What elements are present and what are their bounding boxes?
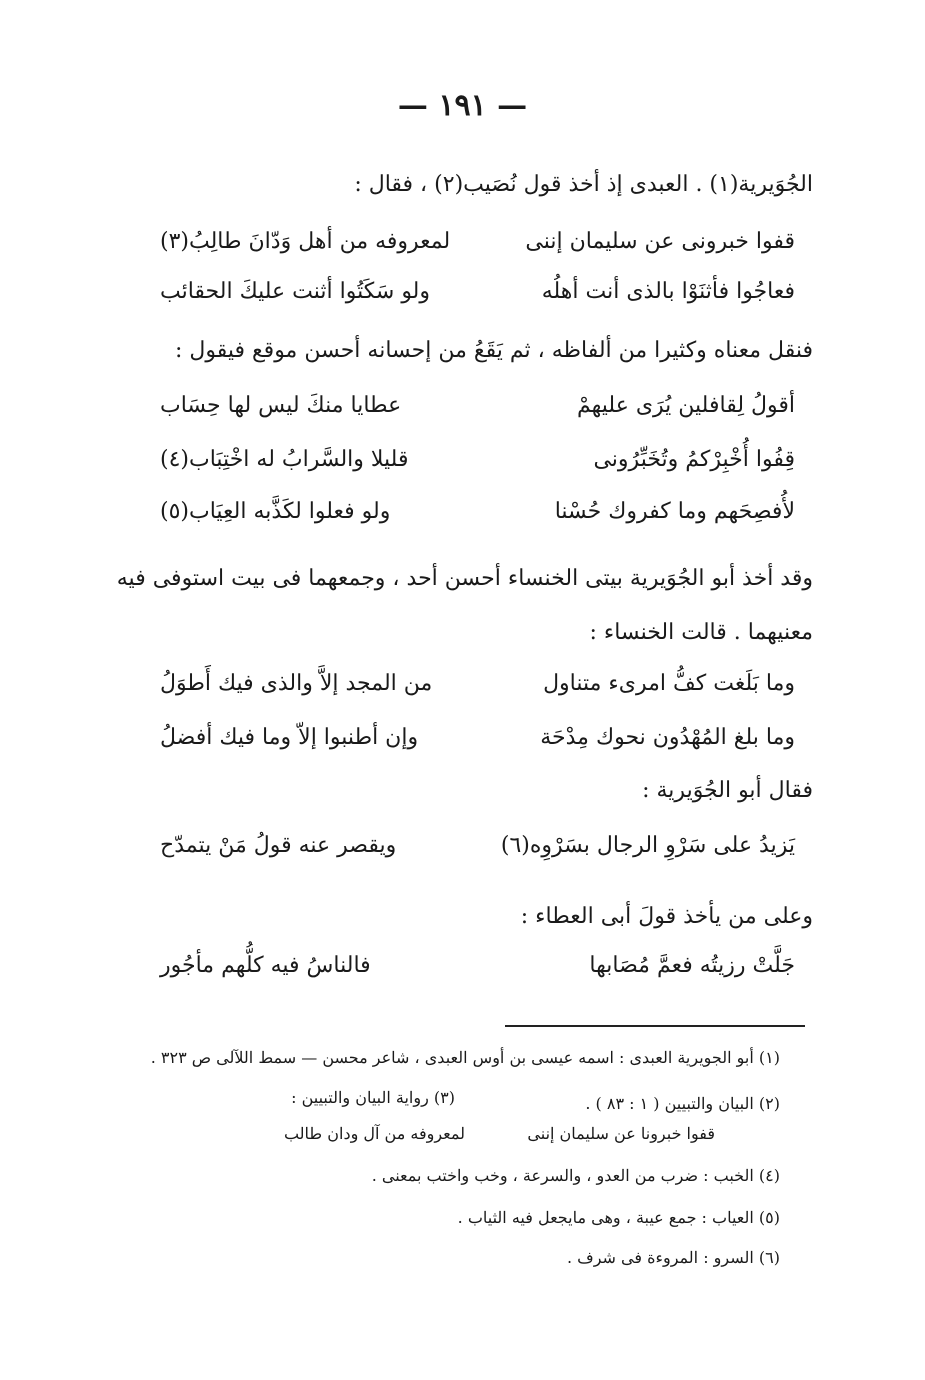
footnote: (٢) البيان والتبيين ( ١ : ٨٣ ) . [585, 1094, 780, 1113]
verse-second-hemistich: لمعروفه من أهل وَدّانَ طالِبُ(٣) [160, 229, 451, 254]
verse-line [160, 718, 795, 758]
paragraph: معنيهما . قالت الخنساء : [589, 620, 813, 645]
verse-first-hemistich: فعاجُوا فأثنَوْا بالذى أنت أهلُه [541, 279, 795, 304]
footnote-separator [505, 1025, 805, 1027]
verse-line [160, 440, 795, 480]
verse-line [160, 222, 795, 262]
paragraph: فنقل معناه وكثيرا من ألفاظه ، ثم يَقَعُ من إحسانه أحسن موقع فيقول : [174, 338, 813, 363]
verse-first-hemistich: قِفُوا أُخْبِرْكمُ وتُخَبِّرُونى [593, 447, 795, 472]
verse-line [160, 664, 795, 704]
paragraph: وقد أخذ أبو الجُوَيرية بيتى الخنساء أحسن أحد ، وجمعهما فى بيت استوفى فيه [116, 566, 813, 591]
verse-second-hemistich: وإن أطنبوا إلاّ وما فيك أفضلُ [160, 725, 419, 750]
verse-first-hemistich: جَلَّتْ رزيتُه فعمَّ مُصَابها [589, 953, 795, 978]
footnote: (٦) السرو : المروءة فى شرف . [566, 1248, 780, 1267]
verse-second-hemistich: من المجد إلاَّ والذى فيك أَطوَلُ [160, 671, 433, 696]
verse-first-hemistich: وما بَلَغت كفُّ امرىء متناول [543, 671, 795, 696]
footnote-verse-first: قفوا خبرونا عن سليمان إننى [527, 1124, 715, 1143]
footnote: (٤) الخبب : ضرب من العدو ، والسرعة ، وخب واختب بمعنى . [371, 1166, 780, 1185]
footnote: (٣) رواية البيان والتبيين : [291, 1088, 455, 1107]
verse-first-hemistich: قفوا خبرونى عن سليمان إننى [525, 229, 795, 254]
paragraph: وعلى من يأخذ قولَ أبى العطاء : [520, 904, 813, 929]
verse-line [160, 946, 795, 986]
verse-line [160, 386, 795, 426]
verse-second-hemistich: قليلا والسَّرابُ له اخْتِبَاب(٤) [160, 447, 409, 472]
verse-second-hemistich: ولو فعلوا لكَذَّبه العِيَاب(٥) [160, 499, 391, 524]
footnote: (٥) العياب : جمع عيبة ، وهى مايجعل فيه الثياب . [457, 1208, 780, 1227]
verse-second-hemistich: عطايا منكَ ليس لها حِسَاب [160, 393, 402, 418]
verse-second-hemistich: ويقصر عنه قولُ مَنْ يتمدّح [160, 833, 397, 858]
paragraph: فقال أبو الجُوَيرية : [642, 778, 813, 803]
verse-second-hemistich: ولو سَكَتُوا أثنت عليكَ الحقائب [160, 279, 431, 304]
verse-first-hemistich: وما بلغ المُهْدُون نحوك مِدْحَة [540, 725, 795, 750]
paragraph-intro: الجُوَيرية(١) . العبدى إذ أخذ قول نُصَيب(٢) ، فقال : [354, 172, 813, 197]
verse-first-hemistich: أقولُ لِقافلين يُرَى عليهمْ [577, 393, 795, 418]
verse-first-hemistich: يَزيدُ على سَرْوِ الرجال بسَرْوِه(٦) [500, 833, 795, 858]
verse-first-hemistich: لأُفصِحَهم وما كفروك حُسْنا [554, 499, 795, 524]
verse-line [160, 272, 795, 312]
page-number: — ١٩١ — [397, 88, 528, 123]
verse-line [160, 492, 795, 532]
verse-line [160, 826, 795, 866]
verse-second-hemistich: فالناسُ فيه كلُّهم مأجُور [160, 953, 371, 978]
footnote-verse-second: لمعروفه من آل ودان طالب [283, 1124, 465, 1143]
footnote: (١) أبو الجويرية العبدى : اسمه عيسى بن أوس العبدى ، شاعر محسن — سمط اللآلى ص ٣٢٣ . [150, 1048, 780, 1067]
